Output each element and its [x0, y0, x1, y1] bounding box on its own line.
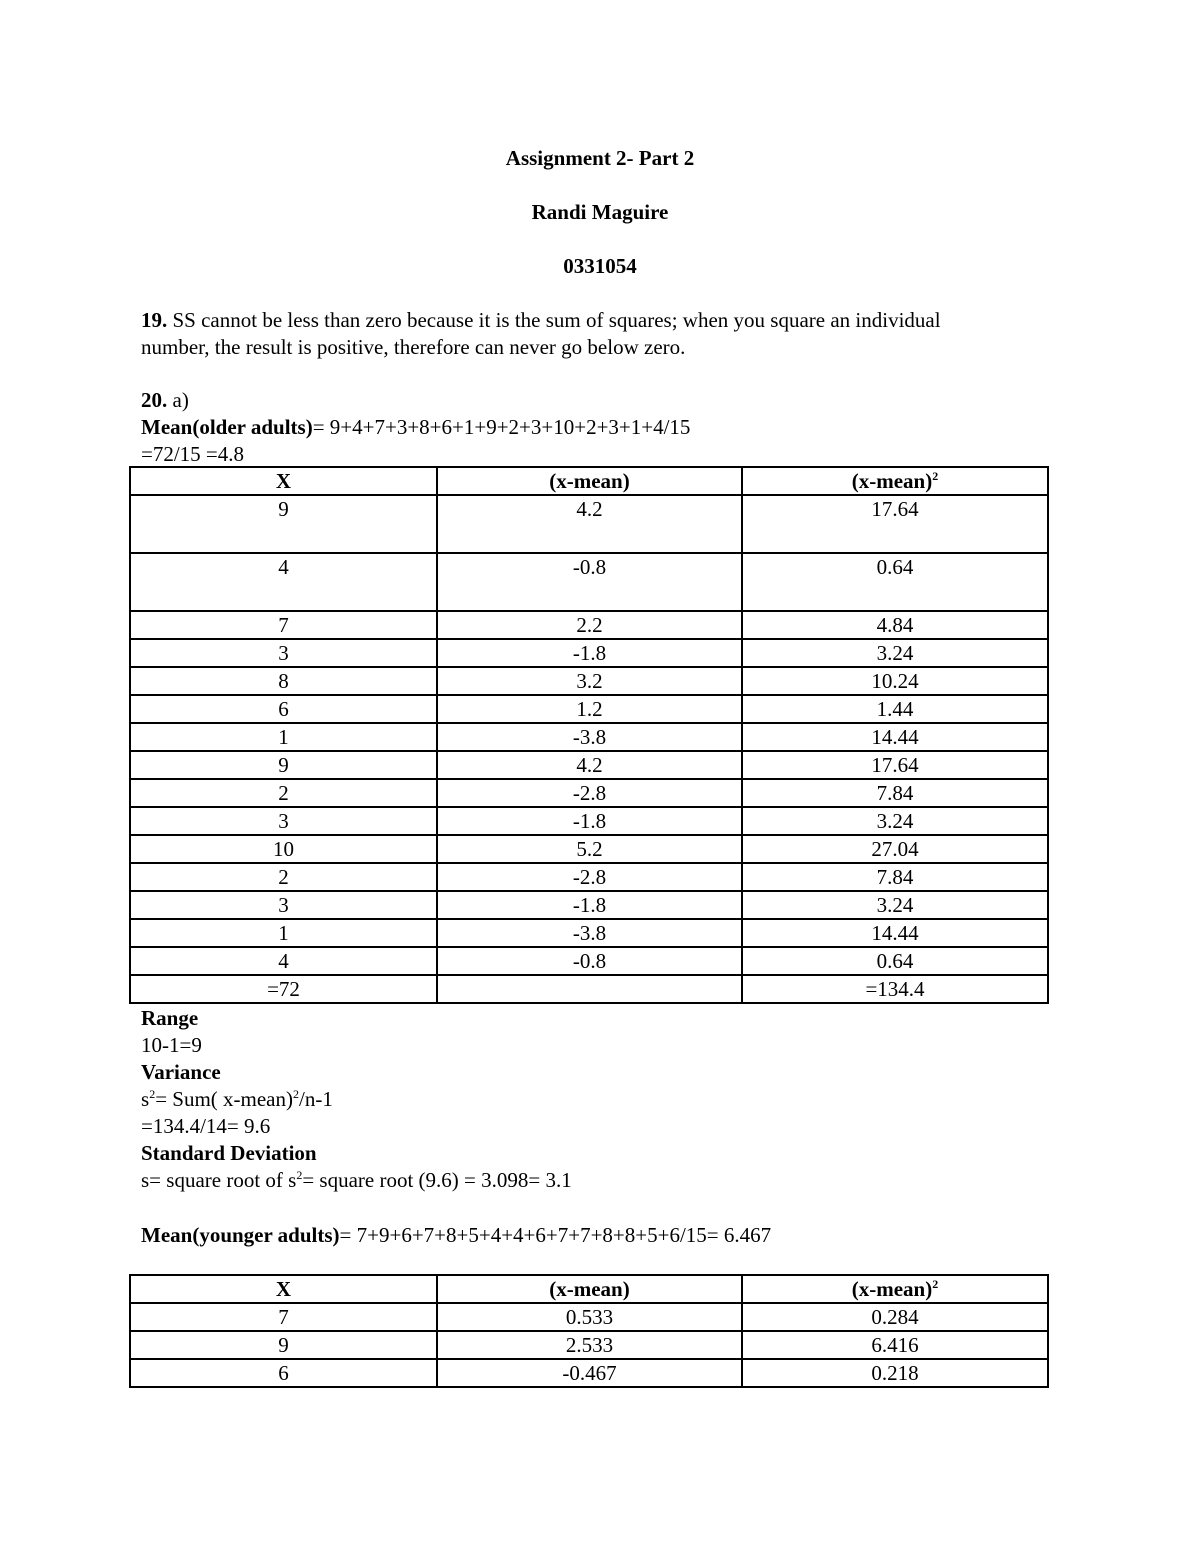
- table-cell: 1: [130, 919, 437, 947]
- table-cell: 1: [130, 723, 437, 751]
- table-total-cell: =134.4: [742, 975, 1048, 1003]
- table-cell: 6.416: [742, 1331, 1048, 1359]
- variance-formula: [141, 1086, 1061, 1113]
- table-cell: -2.8: [437, 779, 742, 807]
- variance-label: Variance: [141, 1060, 221, 1084]
- variance-symbol: s: [141, 1087, 150, 1111]
- table-total-cell: =72: [130, 975, 437, 1003]
- younger-adults-table: [129, 1274, 1049, 1388]
- question-19-number: 19.: [141, 308, 168, 332]
- question-20-number: 20.: [141, 388, 168, 412]
- standard-deviation-label: Standard Deviation: [141, 1141, 317, 1165]
- table-cell: 7: [130, 1303, 437, 1331]
- table-cell: 6: [130, 695, 437, 723]
- squared-deviation-label: (x-mean): [851, 1277, 933, 1301]
- standard-deviation-calculation: [141, 1167, 1061, 1194]
- table-row: [130, 695, 1048, 723]
- table-cell: 0.533: [437, 1303, 742, 1331]
- younger-mean-expression: = 7+9+6+7+8+5+4+4+6+7+7+8+8+5+6/15= 6.467: [339, 1223, 772, 1247]
- table-cell: 0.218: [742, 1359, 1048, 1387]
- table-cell: 2: [130, 863, 437, 891]
- table-cell: 0.284: [742, 1303, 1048, 1331]
- column-header-deviation: (x-mean): [437, 1275, 742, 1303]
- older-mean-label: Mean(older adults): [141, 415, 313, 439]
- table-cell: 3.2: [437, 667, 742, 695]
- table-cell: 2.2: [437, 611, 742, 639]
- squared-deviation-label: (x-mean): [851, 469, 933, 493]
- younger-mean-label: Mean(younger adults): [141, 1223, 340, 1247]
- table-total-cell: [437, 975, 742, 1003]
- range-calculation: 10-1=9: [141, 1033, 202, 1057]
- column-header-x: X: [130, 467, 437, 495]
- table-row: [130, 779, 1048, 807]
- table-cell: 7.84: [742, 863, 1048, 891]
- table-row: [130, 835, 1048, 863]
- table-cell: -0.8: [437, 553, 742, 611]
- table-cell: 17.64: [742, 495, 1048, 553]
- document-title: Assignment 2- Part 2: [505, 146, 695, 170]
- table-cell: 9: [130, 751, 437, 779]
- table-row: [130, 1303, 1048, 1331]
- table-cell: 4.2: [437, 495, 742, 553]
- range-label: Range: [141, 1006, 199, 1030]
- statistics-section: [141, 1005, 1061, 1194]
- table-cell: 3.24: [742, 639, 1048, 667]
- table-cell: 9: [130, 495, 437, 553]
- table-cell: 6: [130, 1359, 437, 1387]
- table-cell: 0.64: [742, 947, 1048, 975]
- variance-result: =134.4/14= 9.6: [141, 1114, 271, 1138]
- table-cell: 2: [130, 779, 437, 807]
- table-cell: 10: [130, 835, 437, 863]
- table-cell: 4: [130, 553, 437, 611]
- student-id: 0331054: [563, 254, 637, 278]
- table-cell: -1.8: [437, 639, 742, 667]
- table-cell: 1.44: [742, 695, 1048, 723]
- table-row: [130, 863, 1048, 891]
- table-cell: 4.84: [742, 611, 1048, 639]
- table-row: [130, 723, 1048, 751]
- table-cell: 7: [130, 611, 437, 639]
- older-mean-expression: = 9+4+7+3+8+6+1+9+2+3+10+2+3+1+4/15: [312, 415, 691, 439]
- table-row: [130, 639, 1048, 667]
- table-cell: 3.24: [742, 891, 1048, 919]
- column-header-squared-deviation: [742, 467, 1048, 495]
- table-cell: 27.04: [742, 835, 1048, 863]
- table-row: [130, 667, 1048, 695]
- table-cell: -0.467: [437, 1359, 742, 1387]
- squared-exponent: 2: [932, 469, 939, 483]
- table-total-row: [130, 975, 1048, 1003]
- table-cell: 5.2: [437, 835, 742, 863]
- variance-formula-denominator: /n-1: [299, 1087, 333, 1111]
- variance-exponent: 2: [149, 1087, 156, 1101]
- table-cell: -3.8: [437, 919, 742, 947]
- table-cell: -2.8: [437, 863, 742, 891]
- table-cell: -3.8: [437, 723, 742, 751]
- table-row: [130, 495, 1048, 553]
- table-cell: 3: [130, 891, 437, 919]
- sd-text-b: = square root (9.6) = 3.098= 3.1: [302, 1168, 572, 1192]
- sd-exponent: 2: [296, 1168, 303, 1182]
- question-20: [141, 387, 1061, 468]
- table-cell: 0.64: [742, 553, 1048, 611]
- table-cell: 2.533: [437, 1331, 742, 1359]
- table-cell: 9: [130, 1331, 437, 1359]
- table-cell: 3.24: [742, 807, 1048, 835]
- older-mean-result: =72/15 =4.8: [141, 442, 245, 466]
- table-cell: 14.44: [742, 723, 1048, 751]
- older-adults-table: [129, 466, 1049, 1004]
- table-cell: 3: [130, 639, 437, 667]
- table-row: [130, 919, 1048, 947]
- table-cell: 3: [130, 807, 437, 835]
- table-row: [130, 553, 1048, 611]
- squared-exponent: 2: [932, 1277, 939, 1291]
- table-cell: -1.8: [437, 807, 742, 835]
- table-cell: 17.64: [742, 751, 1048, 779]
- variance-formula-exponent: 2: [293, 1087, 299, 1101]
- column-header-x: X: [130, 1275, 437, 1303]
- variance-formula-text: = Sum( x-mean): [155, 1087, 293, 1111]
- question-19: [141, 307, 1061, 361]
- question-19-line2: number, the result is positive, therefore can never go below zero.: [141, 335, 686, 359]
- table-row: [130, 807, 1048, 835]
- table-cell: 14.44: [742, 919, 1048, 947]
- question-20-part: a): [167, 388, 189, 412]
- table-row: [130, 1359, 1048, 1387]
- author-name: Randi Maguire: [531, 200, 669, 224]
- table-row: [130, 751, 1048, 779]
- table-row: [130, 947, 1048, 975]
- table-row: [130, 891, 1048, 919]
- table-cell: -1.8: [437, 891, 742, 919]
- column-header-squared-deviation: [742, 1275, 1048, 1303]
- table-cell: 7.84: [742, 779, 1048, 807]
- table-row: [130, 611, 1048, 639]
- younger-mean: [141, 1222, 1061, 1249]
- table-cell: 8: [130, 667, 437, 695]
- column-header-deviation: (x-mean): [437, 467, 742, 495]
- table-cell: 4.2: [437, 751, 742, 779]
- question-19-line1: SS cannot be less than zero because it is the sum of squares; when you square an individual: [167, 308, 941, 332]
- table-cell: 10.24: [742, 667, 1048, 695]
- table-cell: 1.2: [437, 695, 742, 723]
- table-cell: -0.8: [437, 947, 742, 975]
- table-cell: 4: [130, 947, 437, 975]
- sd-text-a: s= square root of s: [141, 1168, 297, 1192]
- table-row: [130, 1331, 1048, 1359]
